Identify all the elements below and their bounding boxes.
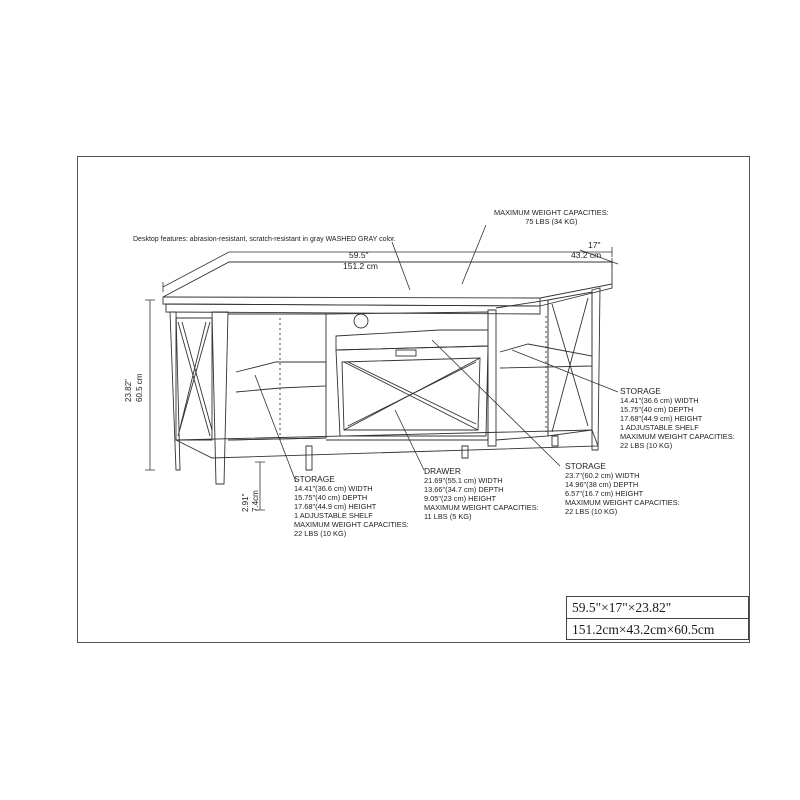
- depth-cm: 43.2 cm: [571, 250, 602, 260]
- callout-line: 22 LBS (10 KG): [620, 441, 673, 450]
- callout-line: 14.96"(38 cm) DEPTH: [565, 480, 639, 489]
- right-x-panel: [548, 292, 592, 436]
- max-weight-note: [494, 208, 609, 226]
- dimension-summary-box: [566, 596, 749, 640]
- max-weight-value: 75 LBS (34 KG): [525, 217, 578, 226]
- callout-line: 21.69"(55.1 cm) WIDTH: [424, 476, 503, 485]
- callout-title: DRAWER: [424, 466, 461, 476]
- callout-line: MAXIMUM WEIGHT CAPACITIES:: [620, 432, 735, 441]
- leader-lines: [255, 225, 618, 482]
- summary-metric: 151.2cm×43.2cm×60.5cm: [567, 618, 748, 640]
- callout-line: 17.68"(44.9 cm) HEIGHT: [620, 414, 703, 423]
- legs: [170, 288, 600, 484]
- callout-line: 1 ADJUSTABLE SHELF: [620, 423, 699, 432]
- width-cm: 151.2 cm: [343, 261, 378, 271]
- depth-inches: 17": [588, 240, 601, 250]
- callout-line: 14.41"(36.6 cm) WIDTH: [294, 484, 373, 493]
- height-inches: 23.82": [124, 379, 133, 402]
- summary-imperial: 59.5"×17"×23.82": [572, 600, 672, 615]
- callout-storage-center: [565, 462, 680, 516]
- callout-storage-left: [294, 475, 409, 538]
- callout-line: 14.41"(36.6 cm) WIDTH: [620, 396, 699, 405]
- callout-line: 9.05"(23 cm) HEIGHT: [424, 494, 497, 503]
- desktop-note: Desktop features: abrasion-resistant, scratch-resistant in gray WASHED GRAY color.: [133, 236, 396, 243]
- callout-storage-right: [620, 387, 735, 450]
- callout-line: MAXIMUM WEIGHT CAPACITIES:: [565, 498, 680, 507]
- callout-line: 22 LBS (10 KG): [565, 507, 618, 516]
- callout-line: 6.57"(16.7 cm) HEIGHT: [565, 489, 644, 498]
- leg-height-inches: 2.91": [241, 493, 250, 512]
- right-compartment: [496, 300, 592, 440]
- left-x-panel: [176, 318, 212, 440]
- tabletop: [163, 262, 612, 306]
- base-rail: [176, 430, 598, 458]
- callout-title: STORAGE: [620, 386, 661, 396]
- callout-line: 1 ADJUSTABLE SHELF: [294, 511, 373, 520]
- height-cm: 60.5 cm: [135, 373, 144, 402]
- callout-line: 22 LBS (10 KG): [294, 529, 347, 538]
- callout-line: 23.7"(60.2 cm) WIDTH: [565, 471, 640, 480]
- callout-line: MAXIMUM WEIGHT CAPACITIES:: [424, 503, 539, 512]
- callout-line: MAXIMUM WEIGHT CAPACITIES:: [294, 520, 409, 529]
- callout-title: STORAGE: [294, 474, 335, 484]
- width-inches: 59.5": [349, 250, 369, 260]
- max-weight-title: MAXIMUM WEIGHT CAPACITIES:: [494, 208, 609, 217]
- callout-title: STORAGE: [565, 461, 606, 471]
- left-compartment: [228, 314, 326, 440]
- callout-line: 17.68"(44.9 cm) HEIGHT: [294, 502, 377, 511]
- callout-line: 13.66"(34.7 cm) DEPTH: [424, 485, 504, 494]
- callout-line: 15.75"(40 cm) DEPTH: [294, 493, 368, 502]
- center-compartment: [326, 312, 488, 440]
- leg-height-cm: 7.4cm: [251, 490, 260, 512]
- callout-line: 11 LBS (5 KG): [424, 512, 472, 521]
- callout-drawer: [424, 467, 539, 521]
- callout-line: 15.75"(40 cm) DEPTH: [620, 405, 694, 414]
